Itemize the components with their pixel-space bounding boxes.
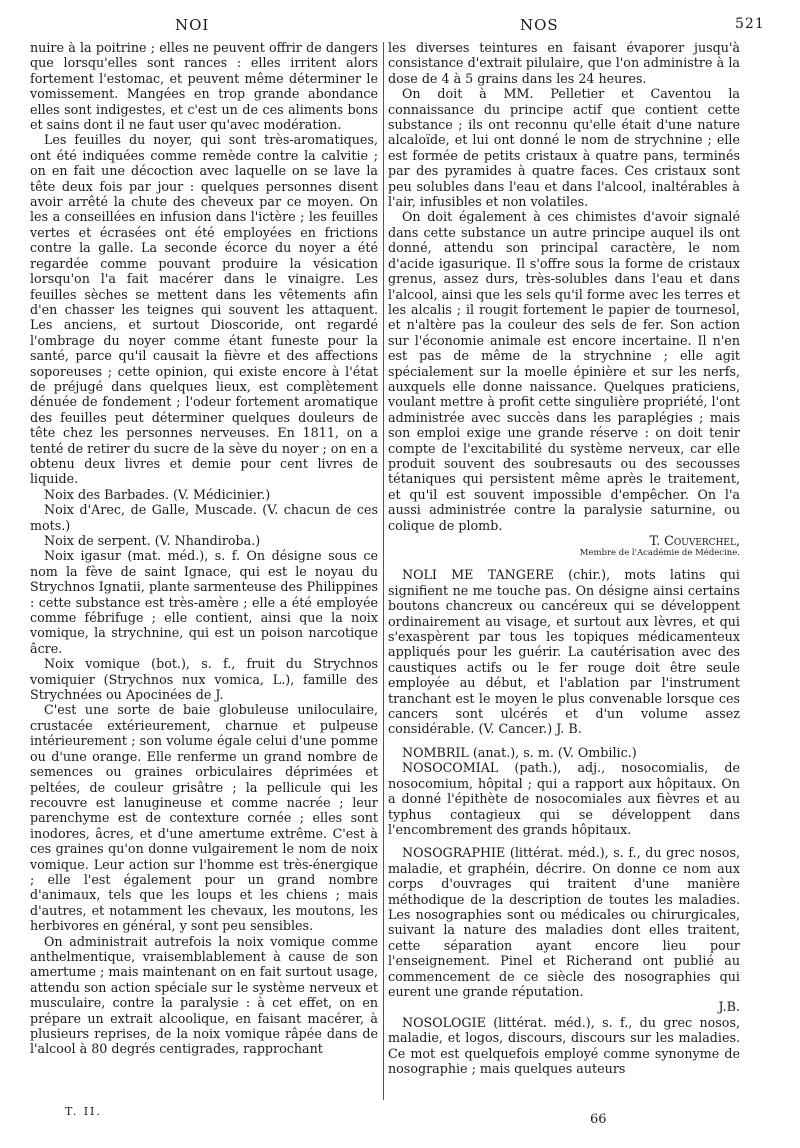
paragraph: C'est une sorte de baie globuleuse uniloculaire, crustacée extérieurement, charnue et pulpeuse intérieurement ; son volume égale celui d'une pomme ou d'une orange. Elle renferme un grand nombre de semences ou graines orbiculaires déprimées et peltées, de couleur grisâtre ; la pellicule qui les recouvre est lanugineuse et comme nacrée ; leur parenchyme est de contexture cornée ; elles sont inodores, âcres, et d'une amertume extrême. C'est à ces graines qu'on donne vulgairement le nom de noix vomique. Leur action sur l'homme est très-énergique ; elle l'est également pour un grand nombre d'animaux, tels que les loups et les chiens ; mais d'autres, et notamment les chevaux, les moutons, les herbivores en général, y sont peu sensibles. (30, 702, 378, 934)
author-signature: T. Couverchel, (649, 533, 740, 548)
entry-noix-arec: Noix d'Arec, de Galle, Muscade. (V. chacun de ces mots.) (30, 502, 378, 533)
right-column (388, 40, 740, 1076)
page-number: 521 (735, 16, 765, 32)
paragraph: nuire à la poitrine ; elles ne peuvent offrir de dangers que lorsqu'elles sont rances : elles irritent alors fortement l'estomac, et peuvent même déterminer le vomissement. Mangées en trop grande abondance elles sont indigestes, et c'est un de ces aliments bons et sains dont il ne faut user qu'avec modération. (30, 40, 378, 133)
entry-noix-serpent: Noix de serpent. (V. Nhandiroba.) (44, 533, 261, 548)
entry-nombril: NOMBRIL (anat.), s. m. (V. Ombilic.) (402, 744, 637, 760)
entry-nosocomial: NOSOCOMIAL (path.), adj., nosocomialis, de nosocomium, hôpital ; qui a rapport aux hôpitaux. On a donné l'épithète de nosocomiales aux fièvres et au typhus contagieux qui se développent dans l'encombrement des grands hôpitaux. (388, 760, 740, 837)
paragraph: On administrait autrefois la noix vomique comme anthelmentique, vraisemblablement à cause de son amertume ; mais maintenant on en fait surtout usage, attendu son action spéciale sur le système nerveux et musculaire, contre la paralysie : à cet effet, on en prépare un extrait alcoolique, en faisant macérer, à plusieurs reprises, de la noix vomique râpée dans de l'alcool à 80 degrés centigrades, rapprochant (30, 933, 378, 1057)
signature-mark: 66 (590, 1112, 607, 1127)
author-title: Membre de l'Académie de Médecine. (579, 548, 740, 559)
entry-noix-vomique: Noix vomique (bot.), s. f., fruit du Strychnos vomiquier (Strychnos nux vomica, L.), famille des Strychnées ou Apocinées de J. (30, 656, 378, 703)
author-initials: J.B. (718, 999, 740, 1015)
column-divider (383, 42, 384, 1100)
entry-nosologie: NOSOLOGIE (littérat. méd.), s. f., du grec nosos, maladie, et logos, discours, discours sur les maladies. Ce mot est quelquefois employé comme synonyme de nosographie ; mais quelques auteurs (388, 1014, 740, 1076)
entry-nosographie: NOSOGRAPHIE (littérat. méd.), s. f., du grec nosos, maladie, et graphéin, décrire. On donne ce nom aux corps d'ouvrages qui traitent d'une manière méthodique de la description de toutes les maladies. Les nosographies sont ou médicales ou chirurgicales, suivant la nature des maladies dont elles traitent, cette séparation ayant encore lieu pour l'enseignement. Pinel et Richerand ont publié au commencement de ce siècle des nosographies qui eurent une grande réputation. (388, 845, 740, 999)
paragraph: les diverses teintures en faisant évaporer jusqu'à consistance d'extrait pilulaire, que l'on administre à la dose de 4 à 5 grains dans les 24 heures. (388, 40, 740, 86)
entry-noli-me-tangere: NOLI ME TANGERE (chir.), mots latins qui signifient ne me touche pas. On désigne ainsi certains boutons chancreux ou cancéreux qui se développent ordinairement au visage, et surtout aux lèvres, et qui s'exaspèrent par tous les topiques médicamenteux appliqués pour les guérir. La cautérisation avec des caustiques actifs ou le fer rouge doit être seule employée au début, et l'ablation par l'instrument tranchant est le moyen le plus convenable lorsque ces cancers sont ulcérés et d'un volume assez considérable. (V. Cancer.) J. B. (388, 567, 740, 737)
paragraph: On doit à MM. Pelletier et Caventou la connaissance du principe actif que contient cette substance ; ils ont reconnu qu'elle était d'une nature alcaloïde, et lui ont donné le nom de strychnine ; elle est formée de petits cristaux à quatre pans, terminés par des pyramides à quatre faces. Ces cristaux sont peu solubles dans l'eau et dans l'alcool, inaltérables à l'air, infusibles et non volatiles. (388, 86, 740, 210)
running-head-right: NOS (520, 16, 559, 34)
entry-noix-barbades: Noix des Barbades. (V. Médicinier.) (44, 486, 271, 502)
running-head-left: NOI (175, 16, 210, 34)
volume-mark: T. II. (65, 1105, 102, 1118)
paragraph: Les feuilles du noyer, qui sont très-aromatiques, ont été indiquées comme remède contre la calvitie ; on en fait une décoction avec laquelle on se lave la tête deux fois par jour : quelques personnes disent avoir arrêté la chute des cheveux par ce moyen. On les a conseillées en infusion dans l'ictère ; les feuilles vertes et écrasées ont été employées en frictions contre la galle. La seconde écorce du noyer a été regardée comme pouvant produire la vésication lorsqu'on l'a fait macérer dans le vinaigre. Les feuilles sèches se mettent dans les vêtements afin d'en chasser les teignes qui souvent les attaquent. Les anciens, et surtout Dioscoride, ont regardé l'ombrage du noyer comme étant funeste pour la santé, parce qu'il causait la fièvre et des affections soporeuses ; cette opinion, qui existe encore à l'état de préjugé dans quelques lieux, est complètement dénuée de fondement ; l'odeur fortement aromatique des feuilles peut déterminer quelques douleurs de tête chez les personnes nerveuses. En 1811, on a tenté de retirer du sucre de la sève du noyer ; on en a obtenu deux livres et demie pour cent livres de liquide. (30, 132, 378, 487)
paragraph: On doit également à ces chimistes d'avoir signalé dans cette substance un autre principe auquel ils ont donné, attendu son principal caractère, le nom d'acide igasurique. Il s'offre sous la forme de cristaux grenus, assez durs, très-solubles dans l'eau et dans l'alcool, ainsi que les sels qu'il forme avec les terres et les alcalis ; il rougit fortement le papier de tournesol, et n'altère pas la couleur des sels de fer. Son action sur l'économie animale est encore incertaine. Il n'en est pas de même de la strychnine ; elle agit spécialement sur la moelle épinière et sur les nerfs, auxquels elle donne naissance. Quelques praticiens, voulant mettre à profit cette singulière propriété, l'ont administrée avec succès dans les paraplégies ; mais son emploi exige une grande réserve : on doit tenir compte de l'excitabilité du système nerveux, car elle produit souvent des soubresauts ou des secousses tétaniques qui persistent même après le traitement, et qu'il est souvent impossible d'empêcher. On l'a aussi administrée contre la paralysie saturnine, ou colique de plomb. (388, 209, 740, 533)
entry-noix-igasur: Noix igasur (mat. méd.), s. f. On désigne sous ce nom la fève de saint Ignace, qui est le noyau du Strychnos Ignatii, plante sarmenteuse des Philippines : cette substance est très-amère ; elle a été employée comme fébrifuge ; elle contient, ainsi que la noix vomique, la strychnine, qui est un poison narcotique âcre. (30, 548, 378, 656)
left-column (30, 40, 378, 1057)
